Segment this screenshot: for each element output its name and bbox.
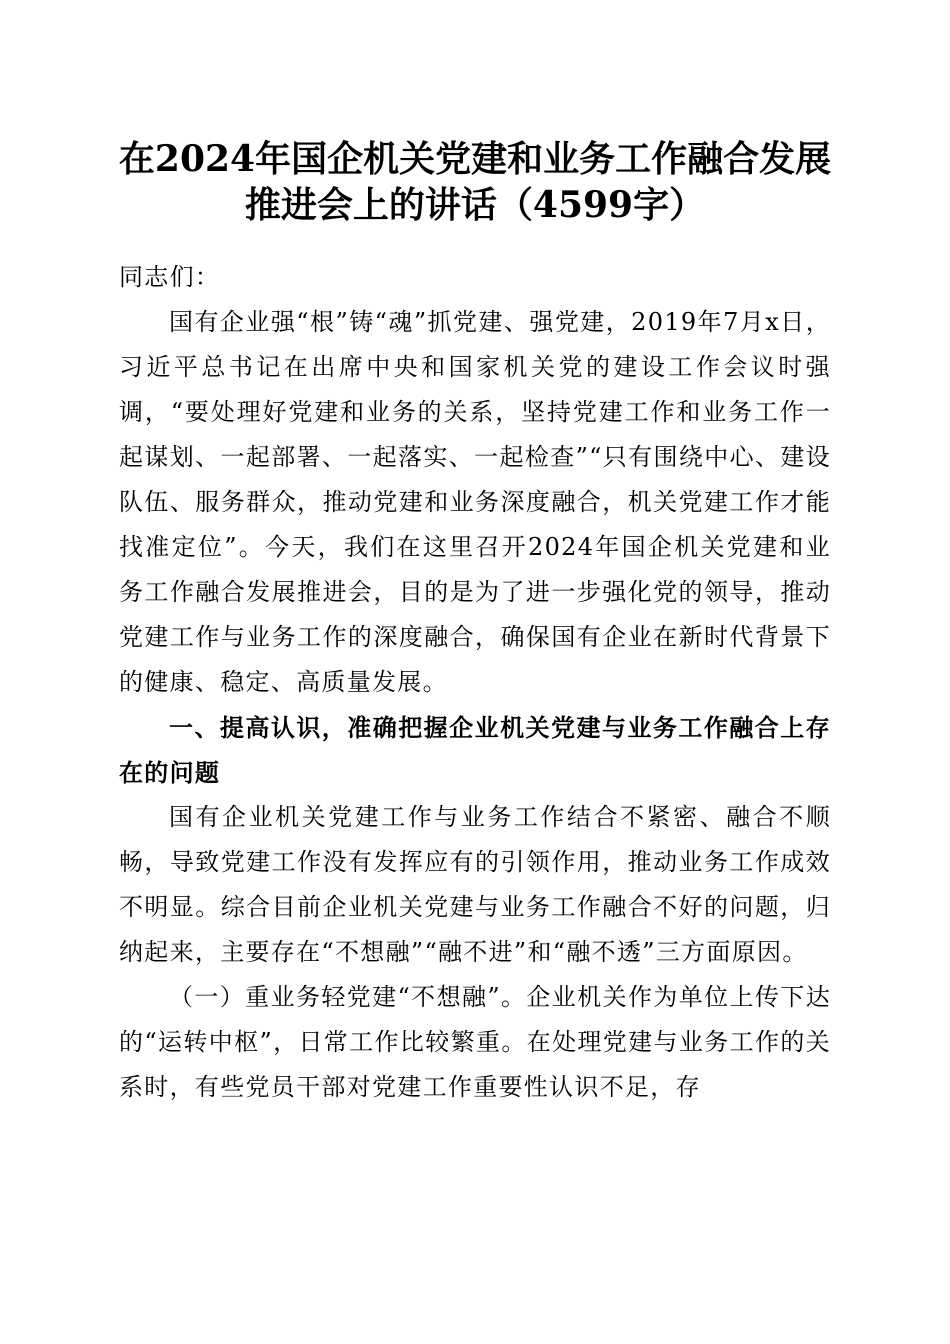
document-title [100,136,850,228]
document-body [119,255,831,1110]
section-1-heading: 一、提高认识，准确把握企业机关党建与业务工作融合上存在的问题 [119,713,831,787]
intro-paragraph: 国有企业强“根”铸“魂”抓党建、强党建，2019年7月x日，习近平总书记在出席中央和国家机关党的建设工作会议时强调，“要处理好党建和业务的关系，坚持党建工作和业务工作一起谋划、一起部署、一起落实、一起检查”“只有围绕中心、建设队伍、服务群众，推动党建和业务深度融合，机关党建工作才能找准定位”。今天，我们在这里召开2024年国企机关党建和业务工作融合发展推进会，目的是为了进一步强化党的领导，推动党建工作与业务工作的深度融合，确保国有企业在新时代背景下的健康、稳定、高质量发展。 [119,308,831,696]
title-line-2: 推进会上的讲话（4599字） [244,184,706,226]
subsection-1-paragraph: （一）重业务轻党建“不想融”。企业机关作为单位上传下达的“运转中枢”，日常工作比较繁重。在处理党建与业务工作的关系时，有些党员干部对党建工作重要性认识不足，存 [119,983,831,1101]
section-1-paragraph: 国有企业机关党建工作与业务工作结合不紧密、融合不顺畅，导致党建工作没有发挥应有的引领作用，推动业务工作成效不明显。综合目前企业机关党建与业务工作融合不好的问题，归纳起来，主要存在“不想融”“融不进”和“融不透”三方面原因。 [119,803,831,966]
salutation: 同志们： [119,263,221,291]
title-line-1: 在2024年国企机关党建和业务工作融合发展 [118,138,832,180]
